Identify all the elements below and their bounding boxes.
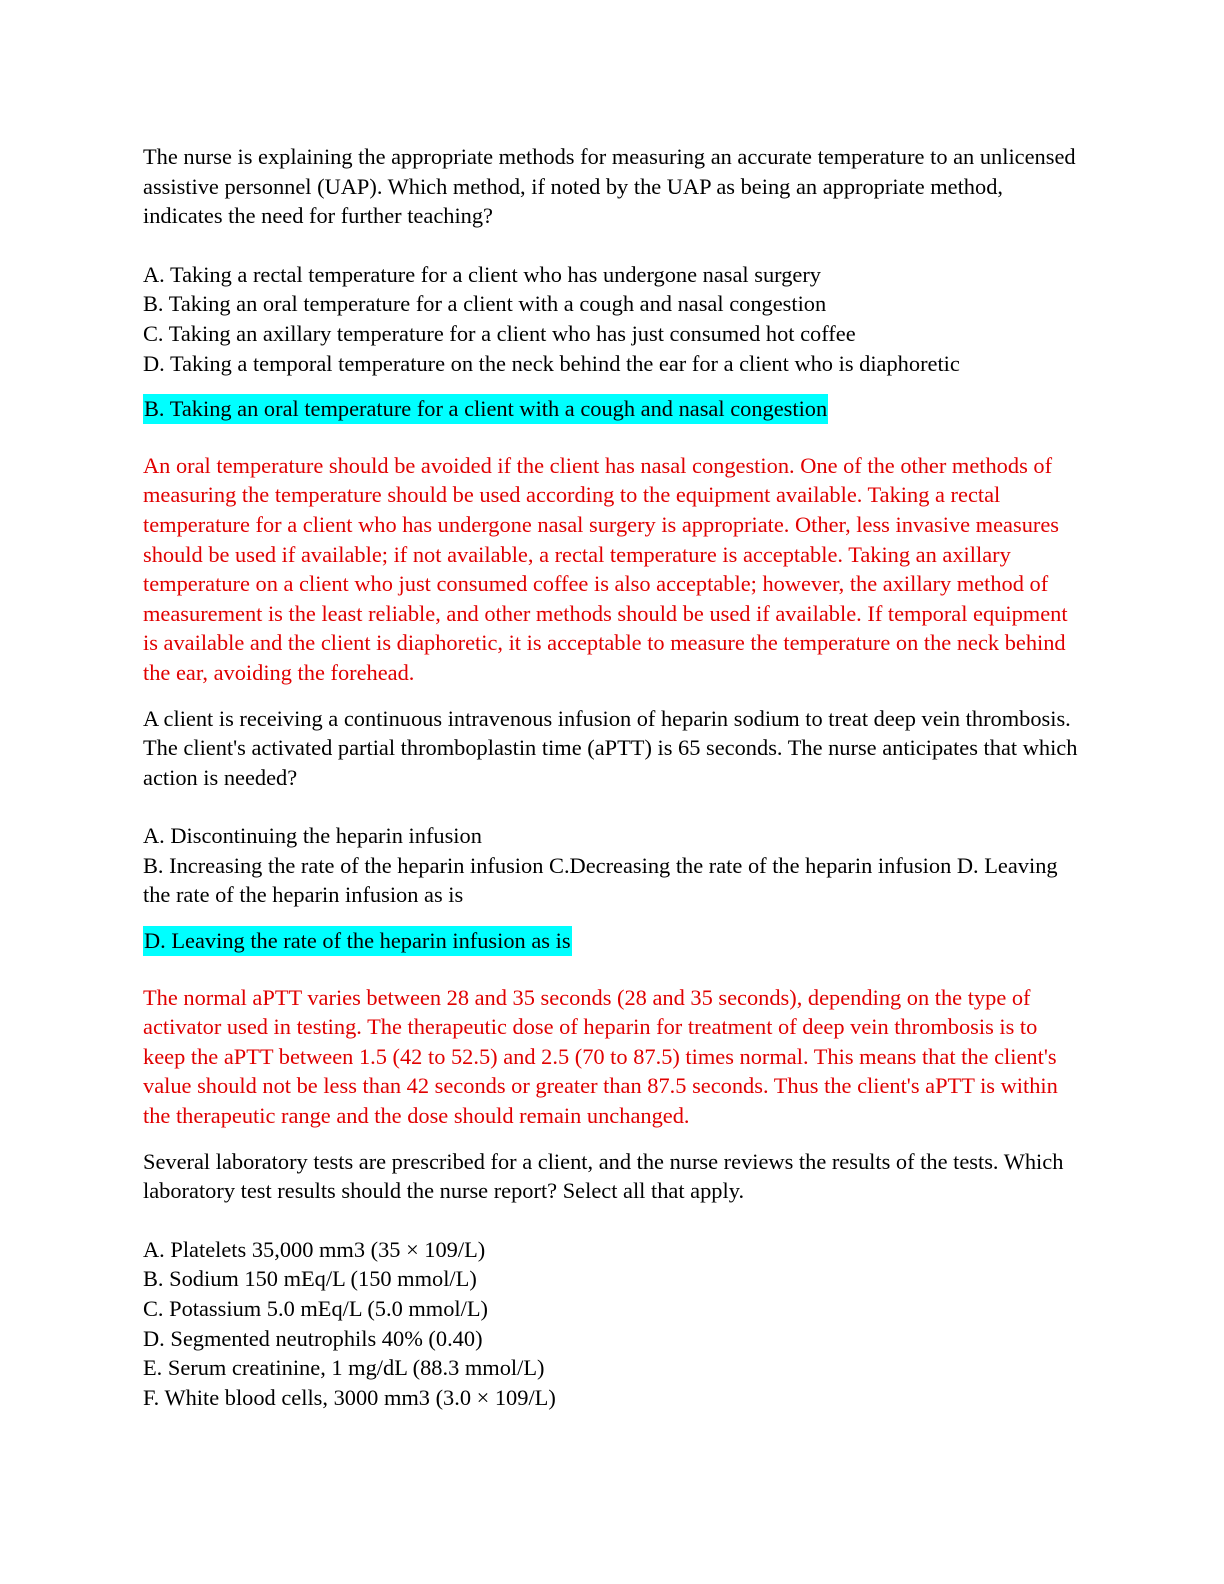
option-b-c-d: B. Increasing the rate of the heparin infusion C.Decreasing the rate of the heparin infusion D. Leaving the rate of the heparin infusion as is — [143, 852, 1058, 908]
option-f: F. White blood cells, 3000 mm3 (3.0 × 109/L) — [143, 1384, 556, 1410]
highlighted-answer: D. Leaving the rate of the heparin infusion as is — [143, 926, 572, 956]
option-e: E. Serum creatinine, 1 mg/dL (88.3 mmol/L) — [143, 1355, 545, 1381]
question-stem: Several laboratory tests are prescribed for a client, and the nurse reviews the results of the tests. Which laboratory test results should the nurse report? Select all that apply. — [143, 1148, 1064, 1204]
answer-block — [143, 394, 1083, 451]
rationale-text: An oral temperature should be avoided if the client has nasal congestion. One of the other methods of measuring the temperature should be used according to the equipment available. Taking a rectal temperature for a client who has undergone nasal surgery is appropriate. Other, less invasive measures should be used if available; if not available, a rectal temperature is acceptable. Taking an axillary temperature on a client who just consumed coffee is also acceptable; however, the axillary method of measurement is the least reliable, and other methods should be used if available. If temporal equipment is available and the client is diaphoretic, it is acceptable to measure the temperature on the neck behind the ear, avoiding the forehead. — [143, 452, 1068, 685]
option-c: C. Potassium 5.0 mEq/L (5.0 mmol/L) — [143, 1296, 488, 1321]
option-a: A. Platelets 35,000 mm3 (35 × 109/L) — [143, 1236, 486, 1262]
option-d: D. Taking a temporal temperature on the neck behind the ear for a client who is diaphoretic — [143, 350, 960, 376]
highlighted-answer: B. Taking an oral temperature for a client with a cough and nasal congestion — [143, 394, 828, 424]
rationale-text: The normal aPTT varies between 28 and 35 seconds (28 and 35 seconds), depending on the type of activator used in testing. The therapeutic dose of heparin for treatment of deep vein thrombosis is to keep the aPTT between 1.5 (42 to 52.5) and 2.5 (70 to 87.5) times normal. This means that the client's value should not be less than 42 seconds or greater than 87.5 seconds. Thus the client's aPTT is within the therapeutic range and the dose should remain unchanged. — [143, 984, 1058, 1129]
option-list — [143, 821, 1083, 910]
question-stem: A client is receiving a continuous intravenous infusion of heparin sodium to treat deep vein thrombosis. The client's activated partial thromboplastin time (aPTT) is 65 seconds. The nurse anticipates that which action is needed? — [143, 705, 1078, 790]
option-d: D. Segmented neutrophils 40% (0.40) — [143, 1325, 483, 1351]
question-1 — [143, 142, 1083, 688]
option-list — [143, 260, 1083, 378]
question-3 — [143, 1147, 1083, 1413]
option-list — [143, 1235, 1083, 1413]
question-stem: The nurse is explaining the appropriate methods for measuring an accurate temperature to an unlicensed assistive personnel (UAP). Which method, if noted by the UAP as being an appropriate method, indicates the need for further teaching? — [143, 144, 1076, 229]
answer-block — [143, 926, 1083, 983]
option-a: A. Discontinuing the heparin infusion — [143, 823, 482, 849]
option-c: C. Taking an axillary temperature for a client who has just consumed hot coffee — [143, 320, 856, 346]
option-a: A. Taking a rectal temperature for a client who has undergone nasal surgery — [143, 261, 821, 287]
option-b: B. Sodium 150 mEq/L (150 mmol/L) — [143, 1266, 477, 1292]
question-2 — [143, 704, 1083, 1131]
option-b: B. Taking an oral temperature for a client with a cough and nasal congestion — [143, 291, 827, 317]
document-page — [143, 142, 1083, 1428]
